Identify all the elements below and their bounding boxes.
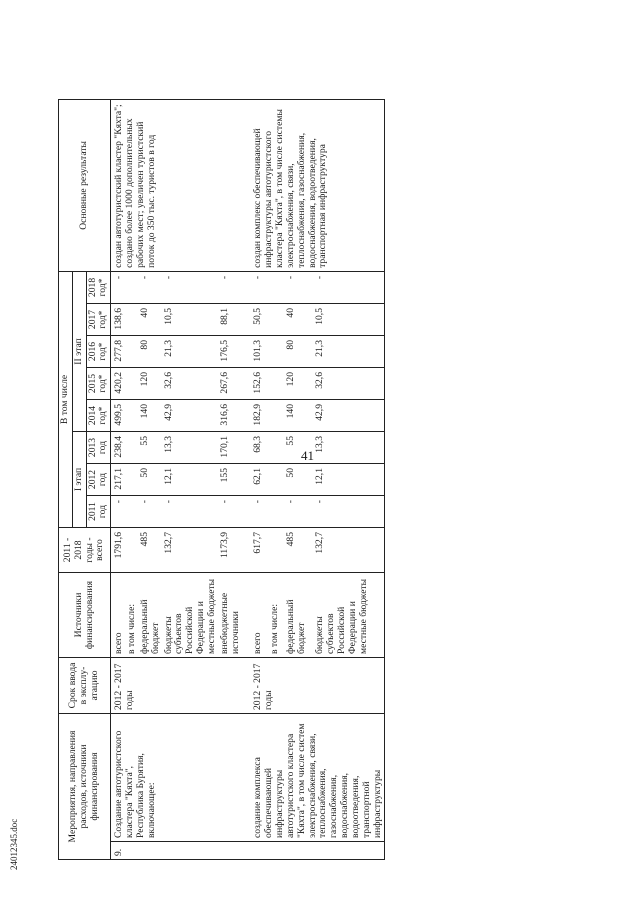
header-year-2015: 2015 год* (86, 368, 111, 400)
value-2014: 182,9 (250, 400, 268, 432)
value-2011: - (139, 496, 163, 528)
funding-source: всего (111, 573, 126, 658)
value-2014 (269, 400, 285, 432)
value-2011: - (314, 496, 385, 528)
value-2017: 10,5 (314, 304, 385, 336)
value-2016: 101,3 (250, 336, 268, 368)
value-2011: - (250, 496, 268, 528)
value-2012: 50 (285, 464, 314, 496)
header-year-2013: 2013 год (86, 432, 111, 464)
funding-source: федеральный бюджет (139, 573, 163, 658)
total-value (126, 528, 139, 573)
page-number: 41 (301, 448, 314, 463)
table-row (250, 99, 268, 859)
value-2012: 12,1 (163, 464, 219, 496)
value-2014: 140 (285, 400, 314, 432)
value-2012: 62,1 (250, 464, 268, 496)
value-2013: 68,3 (250, 432, 268, 464)
total-value: 485 (139, 528, 163, 573)
spacer-cell (242, 432, 250, 464)
total-value (269, 528, 285, 573)
value-2015: 32,6 (314, 368, 385, 400)
value-2017: 138,6 (111, 304, 126, 336)
rotated-table-area (58, 100, 618, 860)
funding-source: в том числе: (269, 573, 285, 658)
activity-text: создание комплекса обеспечивающей инфраструктуры автотуристского кластера "Кяхта", в том числе систем электроснабжения, связи, теплоснабжения, газоснабжения, водоснабжения, водоотведения, транспортной инфраструктуры (250, 714, 384, 842)
value-2016: 80 (285, 336, 314, 368)
spacer-cell (242, 528, 250, 573)
total-value: 617,7 (250, 528, 268, 573)
value-2016: 176,5 (219, 336, 243, 368)
value-2017: 40 (139, 304, 163, 336)
value-2014 (126, 400, 139, 432)
header-total: 2011 - 2018 годы - всего (59, 528, 111, 573)
spacer-cell (242, 573, 250, 658)
table-body (111, 99, 385, 859)
value-2013: 13,3 (314, 432, 385, 464)
header-sources: Источники финансирования (59, 573, 111, 658)
value-2018: - (250, 271, 268, 303)
header-activity: Мероприятия, направления расходов, источники финансирования (59, 714, 111, 860)
table-bottom-rule (385, 99, 386, 859)
header-year-2018: 2018 год* (86, 271, 111, 303)
spacer-cell (242, 658, 250, 714)
spacer-cell (242, 714, 250, 842)
spacer-cell (242, 336, 250, 368)
total-value: 1173,9 (219, 528, 243, 573)
value-2018 (126, 271, 139, 303)
main-results: создан комплекс обеспечивающей инфраструктуры автотуристского кластера "Кяхта", в том числе системы электроснабжения, связи, теплоснабжения, газоснабжения, водоснабжения, водоотведения, транспортная инфраструктура (250, 99, 384, 271)
value-2017: 10,5 (163, 304, 219, 336)
value-2016: 277,8 (111, 336, 126, 368)
block-spacer (242, 99, 250, 859)
value-2017 (269, 304, 285, 336)
value-2018: - (219, 271, 243, 303)
value-2015: 120 (285, 368, 314, 400)
table-row (111, 99, 126, 859)
value-2016: 21,3 (314, 336, 385, 368)
total-value: 1791,6 (111, 528, 126, 573)
value-2013: 13,3 (163, 432, 219, 464)
budget-table (58, 99, 385, 860)
value-2013: 170,1 (219, 432, 243, 464)
value-2012: 155 (219, 464, 243, 496)
total-value: 132,7 (314, 528, 385, 573)
funding-source: в том числе: (126, 573, 139, 658)
header-term: Срок ввода в эксплу-атацию (59, 658, 111, 714)
value-2013 (126, 432, 139, 464)
value-2014: 42,9 (163, 400, 219, 432)
value-2011 (126, 496, 139, 528)
spacer-cell (242, 368, 250, 400)
value-2012: 217,1 (111, 464, 126, 496)
value-2011: - (219, 496, 243, 528)
commissioning-term: 2012 - 2017 годы (111, 658, 243, 714)
funding-source: внебюджетные источники (219, 573, 243, 658)
funding-source: федеральный бюджет (285, 573, 314, 658)
activity-text: Создание автотуристского кластера "Кяхта", Республика Бурятия, включающее: (111, 714, 243, 842)
value-2013: 55 (285, 432, 314, 464)
main-results: создан автотуристский кластер "Кяхта"; создано более 1000 дополнительных рабочих мест; увеличен туристский поток до 350 тыс. туристов в год (111, 99, 243, 271)
header-year-2011: 2011 год (86, 496, 111, 528)
value-2011: - (285, 496, 314, 528)
funding-source: всего (250, 573, 268, 658)
value-2018: - (111, 271, 126, 303)
table-header (59, 99, 111, 859)
spacer-cell (242, 400, 250, 432)
value-2015: 120 (139, 368, 163, 400)
spacer-cell (242, 842, 250, 860)
value-2015: 32,6 (163, 368, 219, 400)
header-stage-2: II этап (72, 271, 86, 431)
value-2014: 140 (139, 400, 163, 432)
value-2015: 152,6 (250, 368, 268, 400)
value-2016 (269, 336, 285, 368)
spacer-cell (242, 271, 250, 303)
header-year-2017: 2017 год* (86, 304, 111, 336)
value-2018: - (163, 271, 219, 303)
value-2012: 50 (139, 464, 163, 496)
header-stage-1: I этап (72, 432, 86, 528)
total-value: 132,7 (163, 528, 219, 573)
header-year-2016: 2016 год* (86, 336, 111, 368)
value-2011: - (163, 496, 219, 528)
value-2018: - (314, 271, 385, 303)
value-2014: 42,9 (314, 400, 385, 432)
value-2011: - (111, 496, 126, 528)
value-2013: 55 (139, 432, 163, 464)
value-2016: 21,3 (163, 336, 219, 368)
value-2015: 267,6 (219, 368, 243, 400)
value-2017: 50,5 (250, 304, 268, 336)
value-2018 (269, 271, 285, 303)
value-2012 (126, 464, 139, 496)
value-2013: 238,4 (111, 432, 126, 464)
value-2013 (269, 432, 285, 464)
commissioning-term: 2012 - 2017 годы (250, 658, 384, 714)
value-2016: 80 (139, 336, 163, 368)
header-results: Основные результаты (59, 99, 111, 271)
total-value: 485 (285, 528, 314, 573)
value-2018: - (139, 271, 163, 303)
value-2014: 316,6 (219, 400, 243, 432)
value-2012: 12,1 (314, 464, 385, 496)
item-number (250, 842, 384, 860)
value-2014: 499,5 (111, 400, 126, 432)
document-id: 24012345.doc (9, 818, 19, 870)
header-year-2014: 2014 год* (86, 400, 111, 432)
spacer-cell (242, 464, 250, 496)
header-year-2012: 2012 год (86, 464, 111, 496)
spacer-cell (242, 304, 250, 336)
value-2016 (126, 336, 139, 368)
spacer-cell (242, 99, 250, 271)
value-2017: 88,1 (219, 304, 243, 336)
header-in-that-number: В том числе (59, 271, 73, 527)
value-2012 (269, 464, 285, 496)
funding-source: бюджеты субъектов Российской Федерации и местные бюджеты (163, 573, 219, 658)
item-number: 9. (111, 842, 243, 860)
value-2017 (126, 304, 139, 336)
spacer-cell (242, 496, 250, 528)
funding-source: бюджеты субъектов Российской Федерации и местные бюджеты (314, 573, 385, 658)
value-2015 (126, 368, 139, 400)
value-2015 (269, 368, 285, 400)
value-2015: 420,2 (111, 368, 126, 400)
value-2017: 40 (285, 304, 314, 336)
value-2011 (269, 496, 285, 528)
value-2018: - (285, 271, 314, 303)
